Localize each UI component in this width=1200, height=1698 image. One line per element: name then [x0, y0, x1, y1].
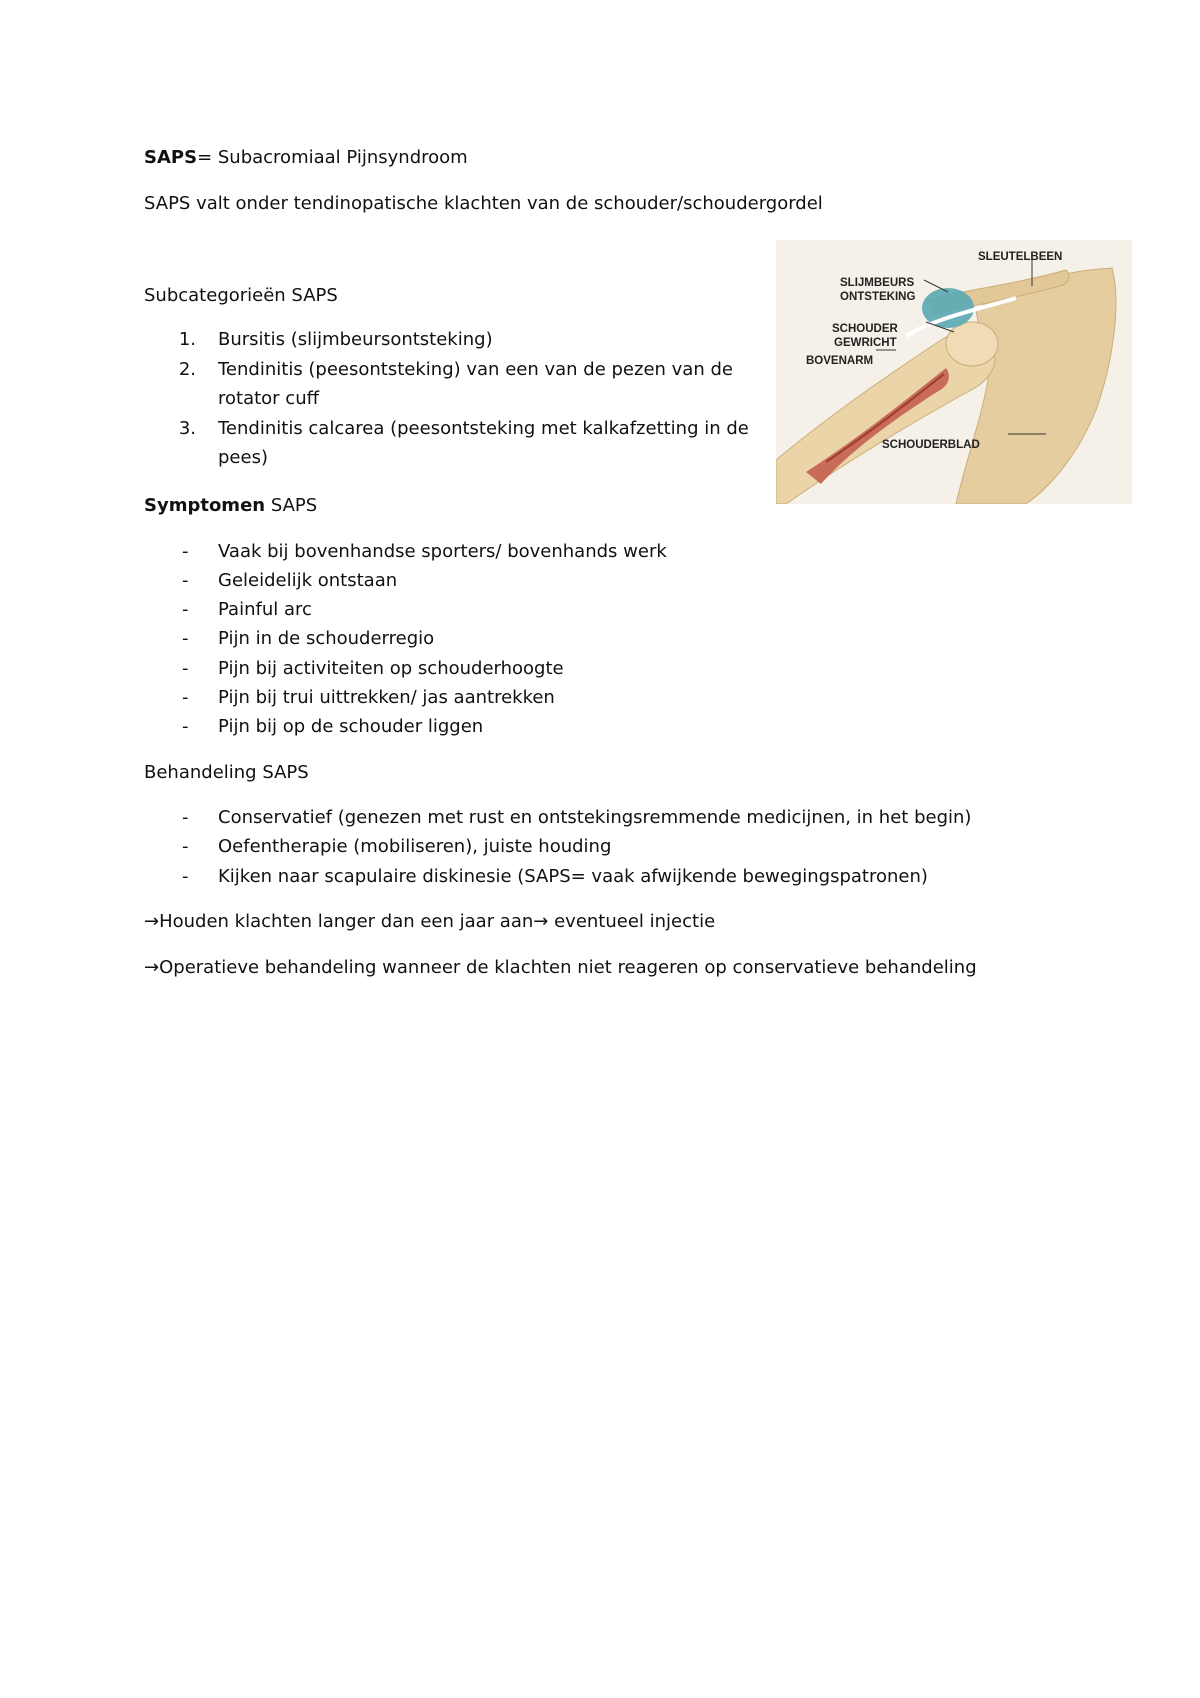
treatment-item: Kijken naar scapulaire diskinesie (SAPS= vaak afwijkende bewegingspatronen) [218, 866, 928, 887]
subcategory-item-1: Bursitis (slijmbeursontsteking) [218, 329, 493, 350]
arrow-note-1 [144, 910, 715, 934]
symptom-item: Painful arc [218, 599, 312, 620]
bursa-shape [922, 288, 974, 328]
symptoms-title-rest: SAPS [265, 495, 318, 516]
dash-bullet: - [182, 628, 189, 649]
symptom-item: Pijn bij trui uittrekken/ jas aantrekken [218, 687, 555, 708]
shoulder-illustration [776, 240, 1132, 504]
humeral-head [946, 322, 998, 366]
subcategories-title: Subcategorieën SAPS [144, 285, 338, 306]
page-title [144, 146, 468, 170]
intro-text: SAPS valt onder tendinopatische klachten van de schouder/schoudergordel [144, 193, 823, 214]
arrow-right-icon: → [533, 911, 549, 932]
label-schouderblad: SCHOUDERBLAD [882, 439, 980, 451]
label-bovenarm: BOVENARM [806, 355, 874, 367]
dash-bullet: - [182, 687, 189, 708]
arrow-right-icon: → [144, 957, 160, 978]
label-slijmbeurs: SLIJMBEURS [840, 277, 915, 289]
dash-bullet: - [182, 599, 189, 620]
dash-bullet: - [182, 658, 189, 679]
label-sleutelbeen: SLEUTELBEEN [978, 251, 1063, 263]
arrow-note-2 [144, 956, 977, 980]
subcategory-item-3: Tendinitis calcarea (peesontsteking met kalkafzetting in de pees) [218, 418, 749, 468]
label-gewricht: GEWRICHT [834, 337, 897, 349]
dash-bullet: - [182, 541, 189, 562]
list-number-1: 1. [178, 329, 196, 350]
symptom-item: Pijn in de schouderregio [218, 628, 435, 649]
symptom-item: Pijn bij op de schouder liggen [218, 716, 484, 737]
dash-bullet: - [182, 807, 189, 828]
dash-bullet: - [182, 570, 189, 591]
arrow-right-icon: → [144, 911, 160, 932]
arrow-note-2-part1: Operatieve behandeling wanneer de klachten niet reageren op conservatieve behandeling [159, 957, 977, 978]
dash-bullet: - [182, 836, 189, 857]
dash-bullet: - [182, 716, 189, 737]
arrow-note-1-part2: eventueel injectie [548, 911, 716, 932]
shoulder-anatomy-figure [776, 240, 1132, 504]
label-ontsteking: ONTSTEKING [840, 291, 916, 303]
treatment-item: Conservatief (genezen met rust en ontstekingsremmende medicijnen, in het begin) [218, 807, 972, 828]
arrow-note-1-part1: Houden klachten langer dan een jaar aan [159, 911, 534, 932]
title-abbr: SAPS [144, 147, 198, 168]
symptom-item: Vaak bij bovenhandse sporters/ bovenhands werk [218, 541, 667, 562]
list-number-2: 2. [178, 359, 196, 380]
treatment-title: Behandeling SAPS [144, 762, 309, 783]
label-schouder: SCHOUDER [832, 323, 898, 335]
symptom-item: Geleidelijk ontstaan [218, 570, 398, 591]
dash-bullet: - [182, 866, 189, 887]
subcategory-item-2: Tendinitis (peesontsteking) van een van de pezen van de rotator cuff [218, 359, 733, 409]
symptoms-title [144, 494, 317, 518]
symptom-item: Pijn bij activiteiten op schouderhoogte [218, 658, 564, 679]
list-number-3: 3. [178, 418, 196, 439]
symptoms-title-bold: Symptomen [144, 495, 266, 516]
title-rest: = Subacromiaal Pijnsyndroom [197, 147, 468, 168]
treatment-item: Oefentherapie (mobiliseren), juiste houding [218, 836, 612, 857]
